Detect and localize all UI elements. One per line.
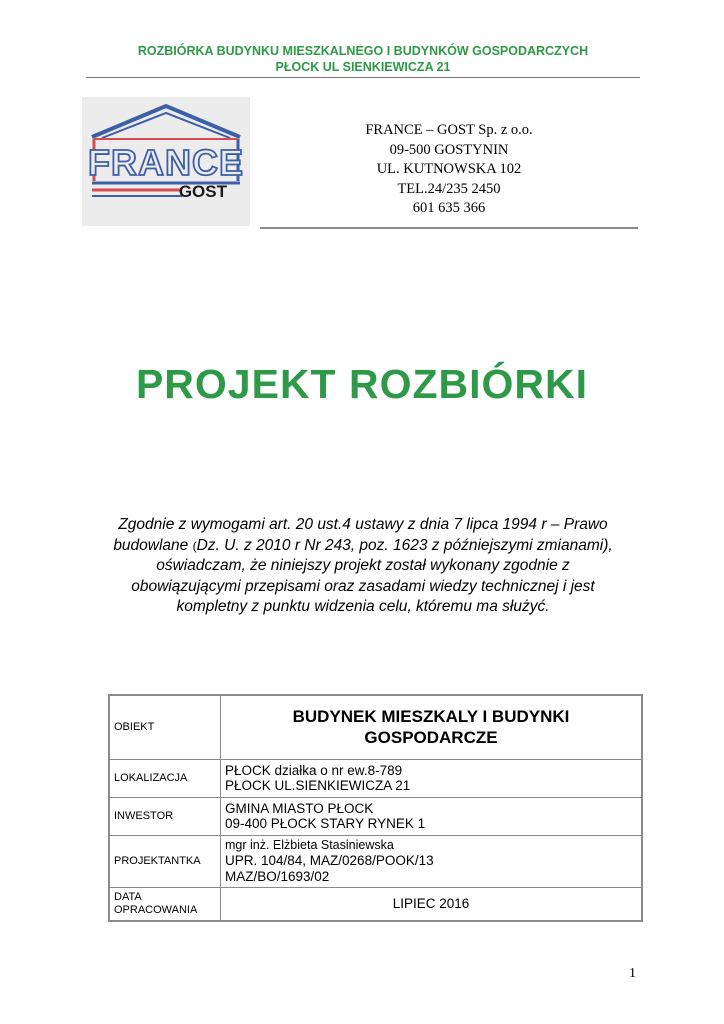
statement-paren: ( <box>192 538 197 553</box>
logo-word-gost: GOST <box>178 182 227 201</box>
statement-line-1: Zgodnie z wymogami art. 20 ust.4 ustawy z dnia 7 lipca 1994 r – Prawo <box>118 516 608 533</box>
project-info-table <box>108 694 643 922</box>
company-phone: TEL.24/235 2450 <box>397 180 501 197</box>
statement-line-2-end: Dz. U. z 2010 r Nr 243, poz. 1623 z późniejszymi zmianami), <box>196 536 613 554</box>
company-postal-city: 09-500 GOSTYNIN <box>389 141 509 158</box>
table-row-lokalizacja <box>109 759 642 797</box>
label-lokalizacja: LOKALIZACJA <box>109 759 221 797</box>
label-inwestor: INWESTOR <box>109 797 221 835</box>
label-data-line1: DATA <box>114 890 142 903</box>
table-row-inwestor <box>109 797 642 835</box>
document-title: PROJEKT ROZBIÓRKI <box>135 361 589 407</box>
statement-line-2-start: budowlane <box>113 536 193 554</box>
label-data-line2: OPRACOWANIA <box>114 903 198 916</box>
company-divider <box>260 227 638 229</box>
value-inwestor-line2: 09-400 PŁOCK STARY RYNEK 1 <box>225 816 426 831</box>
value-lokalizacja <box>221 759 643 797</box>
value-lokalizacja-line2: PŁOCK UL.SIENKIEWICZA 21 <box>225 778 411 793</box>
value-projektantka-line1: mgr inż. Elżbieta Stasiniewska <box>225 837 394 852</box>
company-name: FRANCE – GOST Sp. z o.o. <box>365 122 533 138</box>
value-projektantka-line2: UPR. 104/84, MAZ/0268/POOK/13 <box>225 853 434 869</box>
running-header <box>86 43 640 75</box>
header-divider <box>86 77 640 78</box>
statement-line-3: oświadczam, że niniejszy projekt został wykonany zgodnie z <box>156 557 570 574</box>
designer-statement <box>80 515 646 618</box>
label-obiekt: OBIEKT <box>109 695 221 759</box>
company-mobile: 601 635 366 <box>412 200 486 216</box>
value-obiekt <box>221 695 643 759</box>
label-projektantka: PROJEKTANTKA <box>109 835 221 887</box>
running-header-line1: ROZBIÓRKA BUDYNKU MIESZKALNEGO I BUDYNKÓW GOSPODARCZYCH <box>137 44 589 58</box>
value-projektantka-line3: MAZ/BO/1693/02 <box>225 868 330 884</box>
page-number: 1 <box>629 966 636 981</box>
statement-line-4: obowiązującymi przepisami oraz zasadami wiedzy technicznej i jest <box>131 577 595 595</box>
table-row-projektantka <box>109 835 642 887</box>
value-lokalizacja-line1: PŁOCK działka o nr ew.8-789 <box>225 762 403 778</box>
statement-line-2 <box>80 536 646 557</box>
table-row-obiekt <box>109 695 642 759</box>
value-obiekt-line1: BUDYNEK MIESZKALY I BUDYNKI <box>292 707 570 727</box>
company-address-block <box>262 121 636 219</box>
statement-line-5: kompletny z punktu widzenia celu, któremu ma służyć. <box>176 598 550 615</box>
company-logo <box>82 97 250 226</box>
value-inwestor <box>221 797 643 835</box>
label-data-opracowania <box>109 887 221 921</box>
value-obiekt-line2: GOSPODARCZE <box>364 728 498 748</box>
company-street: UL. KUTNOWSKA 102 <box>376 161 522 177</box>
value-data-opracowania: LIPIEC 2016 <box>221 887 643 921</box>
logo-word-france: FRANCE <box>88 142 244 183</box>
table-row-data <box>109 887 642 921</box>
value-projektantka <box>221 835 643 887</box>
value-inwestor-line1: GMINA MIASTO PŁOCK <box>225 800 374 816</box>
running-header-line2: PŁOCK UL SIENKIEWICZA 21 <box>275 60 451 74</box>
